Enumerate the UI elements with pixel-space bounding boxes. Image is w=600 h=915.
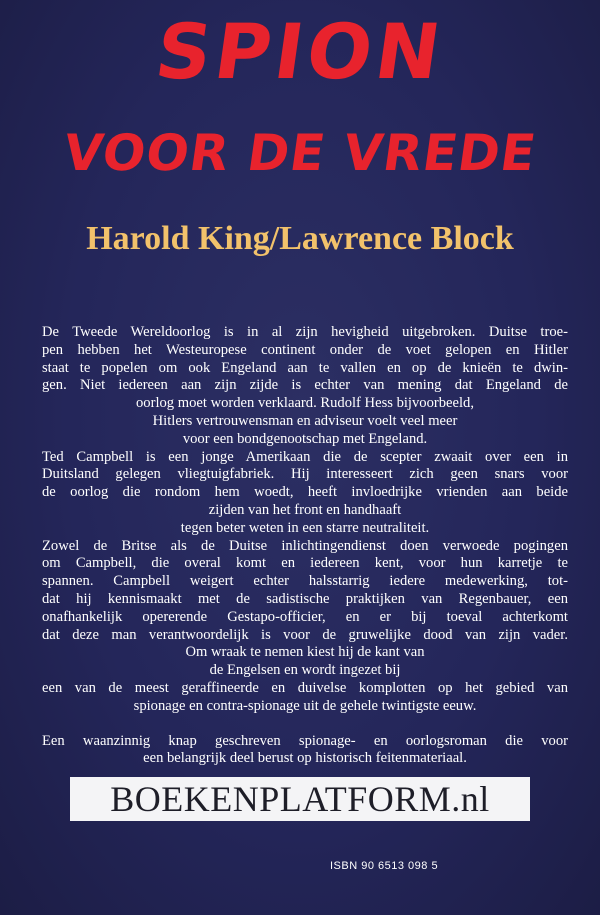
title-line-1: SPION xyxy=(150,7,450,96)
blurb-line: dat deze man verantwoordelijk is voor de gruwelijke dood van zijn vader. xyxy=(42,626,568,643)
blurb-line: staat te popelen om ook Engeland aan te vallen en op de knieën te dwin- xyxy=(42,359,568,376)
blurb-line: Duitsland gelegen vliegtuigfabriek. Hij interesseert zich geen snars voor xyxy=(42,466,568,483)
blurb-line: de Engelsen en wordt ingezet bij xyxy=(209,662,401,679)
blurb-line: om Campbell, die overal komt en iedereen kent, voor hun karretje te xyxy=(42,555,568,572)
blurb-line: Hitlers vertrouwensman en adviseur voelt veel meer xyxy=(152,412,458,429)
blurb-line: een van de meest geraffineerde en duivelse komplotten op het gebied van xyxy=(42,679,568,696)
blurb-line: Om wraak te nemen kiest hij de kant van xyxy=(185,644,425,661)
blurb-line: Zowel de Britse als de Duitse inlichtingendienst doen verwoede pogingen xyxy=(42,537,568,554)
blurb-line: dat hij kennismaakt met de sadistische praktijken van Regenbauer, een xyxy=(42,590,568,607)
blurb-text xyxy=(42,324,568,768)
blurb-line: De Tweede Wereldoorlog is in al zijn hevigheid uitgebroken. Duitse troe- xyxy=(42,324,568,340)
blurb-line: Ted Campbell is een jonge Amerikaan die de scepter zwaait over een in xyxy=(42,448,568,465)
blurb-line: Een waanzinnig knap geschreven spionage- en oorlogsroman die voor xyxy=(42,732,568,749)
authors: Harold King/Lawrence Block xyxy=(86,220,514,257)
blurb-line: spannen. Campbell weigert echter halsstarrig iedere medewerking, tot- xyxy=(42,573,568,590)
blurb-line: tegen beter weten in een starre neutraliteit. xyxy=(180,519,430,536)
blurb-line: de oorlog die rondom hem woedt, heeft invloedrijke vrienden aan beide xyxy=(42,484,568,501)
blurb-line: gen. Niet iedereen aan zijn zijde is echter van mening dat Engeland de xyxy=(42,377,568,394)
blurb-line: zijden van het front en handhaaft xyxy=(208,501,402,518)
blurb-line: pen hebben het Westeuropese continent onder de voet gelopen en Hitler xyxy=(42,341,568,358)
blurb-line: spionage en contra-spionage uit de gehele twintigste eeuw. xyxy=(133,697,477,714)
blurb-line: voor een bondgenootschap met Engeland. xyxy=(182,430,428,447)
isbn: ISBN 90 6513 098 5 xyxy=(330,860,439,872)
blurb-line: een belangrijk deel berust op historisch feitenmateriaal. xyxy=(143,750,467,767)
watermark-banner: BOEKENPLATFORM.nl xyxy=(70,777,530,821)
blurb-line: oorlog moet worden verklaard. Rudolf Hess bijvoorbeeld, xyxy=(135,395,474,412)
title-line-2: VOOR DE VREDE xyxy=(60,124,540,182)
blurb-line: onafhankelijk opererende Gestapo-officier, en er bij toeval achterkomt xyxy=(42,608,568,625)
